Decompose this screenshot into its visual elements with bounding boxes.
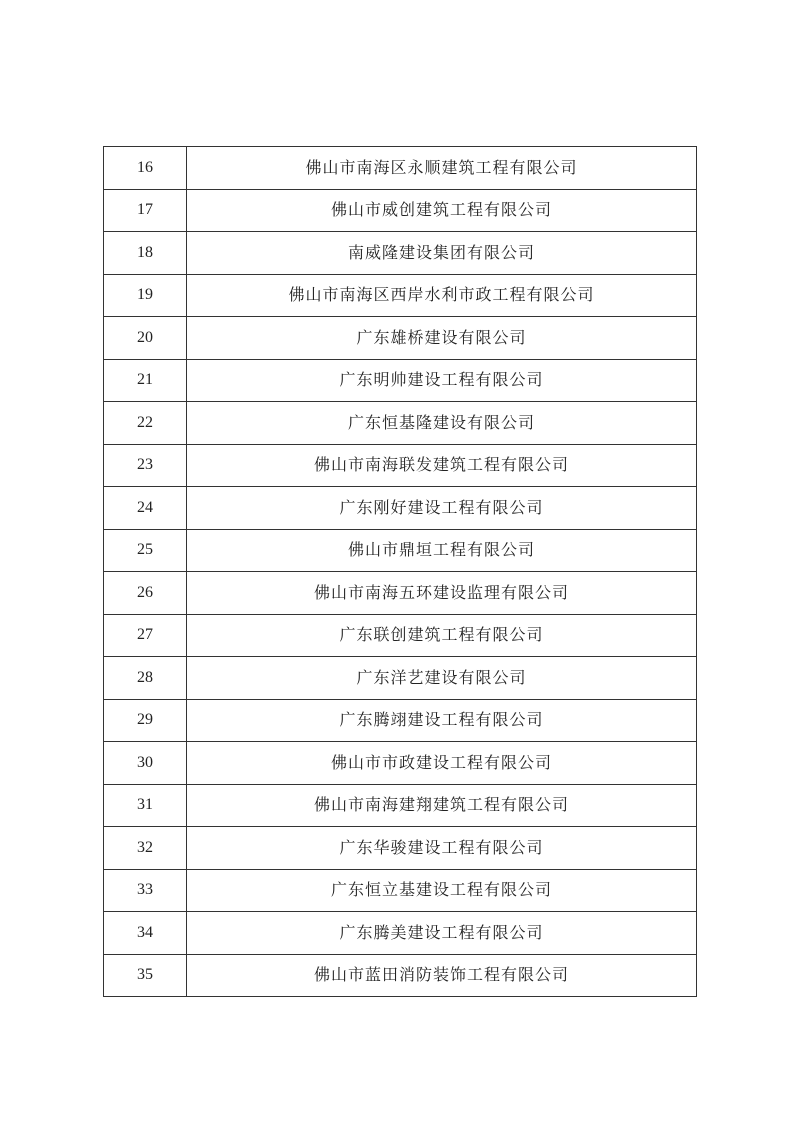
company-name: 广东恒立基建设工程有限公司 — [187, 869, 697, 912]
row-number: 28 — [104, 657, 187, 700]
row-number: 35 — [104, 954, 187, 997]
row-number: 17 — [104, 189, 187, 232]
company-name: 佛山市蓝田消防装饰工程有限公司 — [187, 954, 697, 997]
row-number: 25 — [104, 529, 187, 572]
row-number: 22 — [104, 402, 187, 445]
company-name: 广东腾美建设工程有限公司 — [187, 912, 697, 955]
table-row — [104, 572, 697, 615]
company-name: 广东腾翊建设工程有限公司 — [187, 699, 697, 742]
company-name: 广东明帅建设工程有限公司 — [187, 359, 697, 402]
row-number: 24 — [104, 487, 187, 530]
company-name: 佛山市南海区永顺建筑工程有限公司 — [187, 147, 697, 190]
company-name: 佛山市威创建筑工程有限公司 — [187, 189, 697, 232]
table-row — [104, 699, 697, 742]
table-row — [104, 189, 697, 232]
company-name: 广东刚好建设工程有限公司 — [187, 487, 697, 530]
row-number: 33 — [104, 869, 187, 912]
table-row — [104, 827, 697, 870]
row-number: 26 — [104, 572, 187, 615]
company-name: 佛山市南海五环建设监理有限公司 — [187, 572, 697, 615]
row-number: 19 — [104, 274, 187, 317]
table-row — [104, 274, 697, 317]
company-name: 广东恒基隆建设有限公司 — [187, 402, 697, 445]
table-row — [104, 402, 697, 445]
table-row — [104, 657, 697, 700]
table-row — [104, 317, 697, 360]
company-name: 广东雄桥建设有限公司 — [187, 317, 697, 360]
row-number: 27 — [104, 614, 187, 657]
row-number: 23 — [104, 444, 187, 487]
table-row — [104, 529, 697, 572]
table-row — [104, 359, 697, 402]
row-number: 29 — [104, 699, 187, 742]
table-row — [104, 487, 697, 530]
row-number: 34 — [104, 912, 187, 955]
row-number: 16 — [104, 147, 187, 190]
table-row — [104, 912, 697, 955]
company-name: 佛山市鼎垣工程有限公司 — [187, 529, 697, 572]
row-number: 21 — [104, 359, 187, 402]
company-name: 佛山市南海区西岸水利市政工程有限公司 — [187, 274, 697, 317]
table-row — [104, 614, 697, 657]
company-name: 佛山市市政建设工程有限公司 — [187, 742, 697, 785]
row-number: 18 — [104, 232, 187, 275]
row-number: 20 — [104, 317, 187, 360]
table-row — [104, 232, 697, 275]
company-name: 佛山市南海建翔建筑工程有限公司 — [187, 784, 697, 827]
company-name: 广东洋艺建设有限公司 — [187, 657, 697, 700]
row-number: 32 — [104, 827, 187, 870]
table-row — [104, 147, 697, 190]
company-name: 南威隆建设集团有限公司 — [187, 232, 697, 275]
table-row — [104, 742, 697, 785]
table-row — [104, 444, 697, 487]
table-row — [104, 784, 697, 827]
company-name: 佛山市南海联发建筑工程有限公司 — [187, 444, 697, 487]
company-name: 广东联创建筑工程有限公司 — [187, 614, 697, 657]
table-row — [104, 954, 697, 997]
company-name: 广东华骏建设工程有限公司 — [187, 827, 697, 870]
table-row — [104, 869, 697, 912]
row-number: 30 — [104, 742, 187, 785]
company-list-table — [103, 146, 697, 997]
row-number: 31 — [104, 784, 187, 827]
